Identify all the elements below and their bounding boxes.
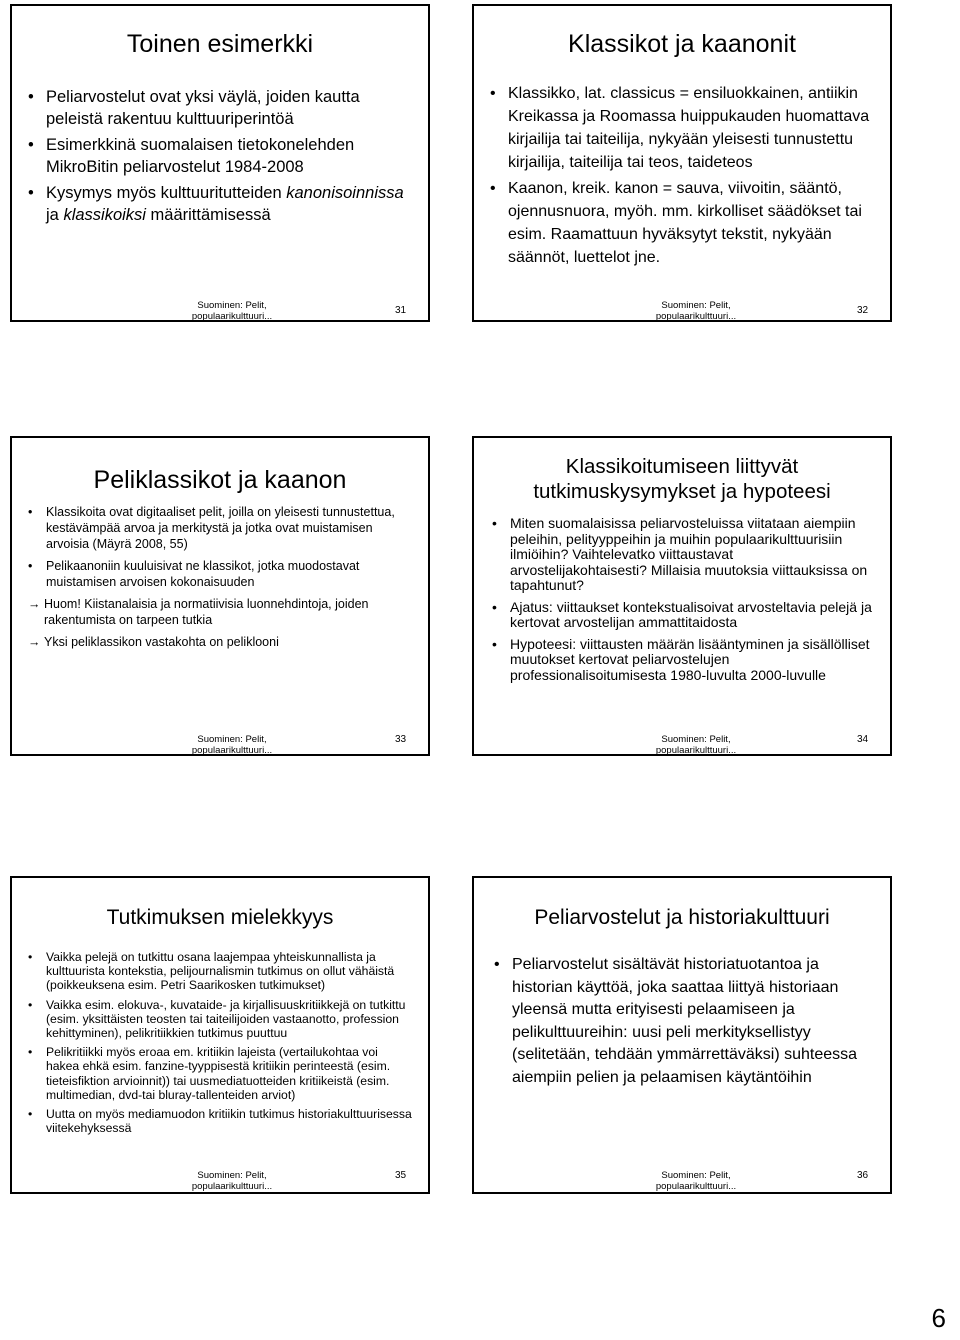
- footer-author: Suominen: Pelit,: [197, 300, 267, 311]
- list-item: • Vaikka pelejä on tutkittu osana laajempaa yhteiskunnallista ja kulttuurista kontekstia, pelijournalismin tutkimus on ollut vähäistä (poikkeuksena esim. Petri Saarikosken tutkimukset): [28, 950, 412, 993]
- slide-title: Tutkimuksen mielekkyys: [106, 906, 334, 929]
- list-item: • Esimerkkinä suomalaisen tietokonelehden MikroBitin peliarvostelut 1984-2008: [28, 134, 418, 178]
- list-item: • Peliarvostelut sisältävät historiatuotantoa ja historian käyttöä, joka saattaa liittyä historiaan yleensä mutta erityisesti pelaamiseen ja pelikulttuureihin: uusi peli merkityksellistyy (selitetään, tehdään ymmärrettäväksi) suhteessa aiempiin pelien ja pelaamisen käytäntöihin: [494, 954, 870, 1089]
- footer-author: Suominen: Pelit,: [197, 734, 267, 745]
- list-item: • Vaikka esim. elokuva-, kuvataide- ja kirjallisuuskritiikkejä on tutkittu (esim. yksittäisten teosten tai taiteilijoiden vastaanotto, profession kehittyminen), pelikritiikkien tutkimus puuttuu: [28, 998, 412, 1041]
- slide-title: Toinen esimerkki: [126, 30, 314, 58]
- footer-subtitle: populaarikulttuuri...: [191, 311, 273, 322]
- footer-subtitle: populaarikulttuuri...: [655, 1181, 737, 1192]
- footer-author: Suominen: Pelit,: [661, 1170, 731, 1181]
- emphasis-text: kanonisoinnissa: [286, 184, 404, 202]
- slide-number: 34: [857, 734, 869, 745]
- footer-author: Suominen: Pelit,: [197, 1170, 267, 1181]
- footer-subtitle: populaarikulttuuri...: [191, 745, 273, 756]
- slide-footer: [172, 300, 292, 322]
- list-item: • Peliarvostelut ovat yksi väylä, joiden kautta peleistä rakentuu kulttuuriperintöä: [28, 86, 418, 130]
- list-item: • Hypoteesi: viittausten määrän lisääntyminen ja sisällölliset muutokset kertovat peliarvostelujen professionalisoitumisesta 1980-luvulta 2000-luvulle: [492, 637, 872, 684]
- footer-subtitle: populaarikulttuuri...: [191, 1181, 273, 1192]
- bullet-list: [494, 954, 870, 1089]
- footer-author: Suominen: Pelit,: [661, 300, 731, 311]
- list-item: • Pelikritiikki myös eroaa em. kritiikin lajeista (vertailukohtaa voi hakea ehkä esim. fanzine-tyyppisestä kritiikin perinteestä (esim. tieteisfiktion arvioinnit)) tai uusmediatuotteiden kritiikeistä (esim. multimedian, dvd-tai bluray-tallenteiden arviot): [28, 1045, 412, 1102]
- slide-title: Peliarvostelut ja historiakulttuuri: [534, 906, 830, 929]
- slide-number: 31: [395, 305, 407, 316]
- slide-footer: [636, 300, 756, 322]
- slide-footer: [172, 734, 292, 756]
- slide-title: Klassikot ja kaanonit: [568, 30, 796, 58]
- slide-32: [472, 4, 892, 322]
- slide-number: 36: [857, 1170, 869, 1181]
- slide-35: [10, 876, 430, 1194]
- slide-number: 35: [395, 1170, 407, 1181]
- list-item: • Pelikaanoniin kuuluisivat ne klassikot, jotka muodostavat muistamisen arvoisen kokonaisuuden: [28, 558, 416, 590]
- bullet-list: [490, 82, 882, 269]
- list-item: → Yksi peliklassikon vastakohta on peliklooni: [28, 634, 416, 650]
- text-run: määrittämisessä: [145, 206, 271, 224]
- slide-footer: [172, 1170, 292, 1192]
- emphasis-text: klassikoiksi: [63, 206, 146, 224]
- footer-subtitle: populaarikulttuuri...: [655, 745, 737, 756]
- slide-33: [10, 436, 430, 756]
- page-number: 6: [931, 1303, 946, 1333]
- slide-footer: [636, 734, 756, 756]
- slide-36: [472, 876, 892, 1194]
- list-item: → Huom! Kiistanalaisia ja normatiivisia luonnehdintoja, joiden rakentumista on tarpeen tutkia: [28, 596, 416, 628]
- slide-31: [10, 4, 430, 322]
- slide-number: 33: [395, 734, 407, 745]
- list-item: • Miten suomalaisissa peliarvosteluissa viitataan aiempiin peleihin, pelityyppeihin ja muihin populaarikulttuurisiin ilmiöihin? Vaihtelevatko viittaustavat arvostelijakohtaisesti? Millaisia muutoksia viittauksissa on tapahtunut?: [492, 516, 872, 594]
- text-run: Kysymys myös kulttuuritutteiden: [46, 184, 287, 202]
- list-item: • Kaanon, kreik. kanon = sauva, viivoitin, sääntö, ojennusnuora, myöh. mm. kirkolliset säädökset tai esim. Raamattuun hyväksytyt tekstit, nykyään säännöt, luettelot jne.: [490, 177, 882, 269]
- bullet-list: [28, 86, 418, 226]
- bullet-list: [28, 504, 416, 650]
- footer-author: Suominen: Pelit,: [661, 734, 731, 745]
- slide-title: Peliklassikot ja kaanon: [93, 466, 347, 494]
- text-run: ja: [46, 206, 64, 224]
- list-item: • Klassikoita ovat digitaaliset pelit, joilla on yleisesti tunnustettua, kestävämpää arvoa ja merkitystä ja jotka ovat muistamisen arvoisia (Mäyrä 2008, 55): [28, 504, 416, 552]
- bullet-list: [28, 950, 412, 1135]
- bullet-list: [492, 516, 872, 683]
- slide-34: [472, 436, 892, 756]
- list-item: • Klassikko, lat. classicus = ensiluokkainen, antiikin Kreikassa ja Roomassa huippukauden huomattava kirjailija tai taiteilija, nykyään yleisesti tunnustettu kirjailija, taiteilija tai teos, taideteos: [490, 82, 882, 174]
- list-item: [28, 182, 418, 226]
- slide-footer: [636, 1170, 756, 1192]
- list-item: • Uutta on myös mediamuodon kritiikin tutkimus historiakulttuurisessa viitekehyksessä: [28, 1107, 412, 1135]
- footer-subtitle: populaarikulttuuri...: [655, 311, 737, 322]
- slide-number: 32: [857, 305, 869, 316]
- list-item: • Ajatus: viittaukset kontekstualisoivat arvosteltavia pelejä ja kertovat arvostelijan ammattitaidosta: [492, 600, 872, 631]
- slide-title: Klassikoitumiseen liittyvät tutkimuskysymykset ja hypoteesi: [533, 455, 831, 503]
